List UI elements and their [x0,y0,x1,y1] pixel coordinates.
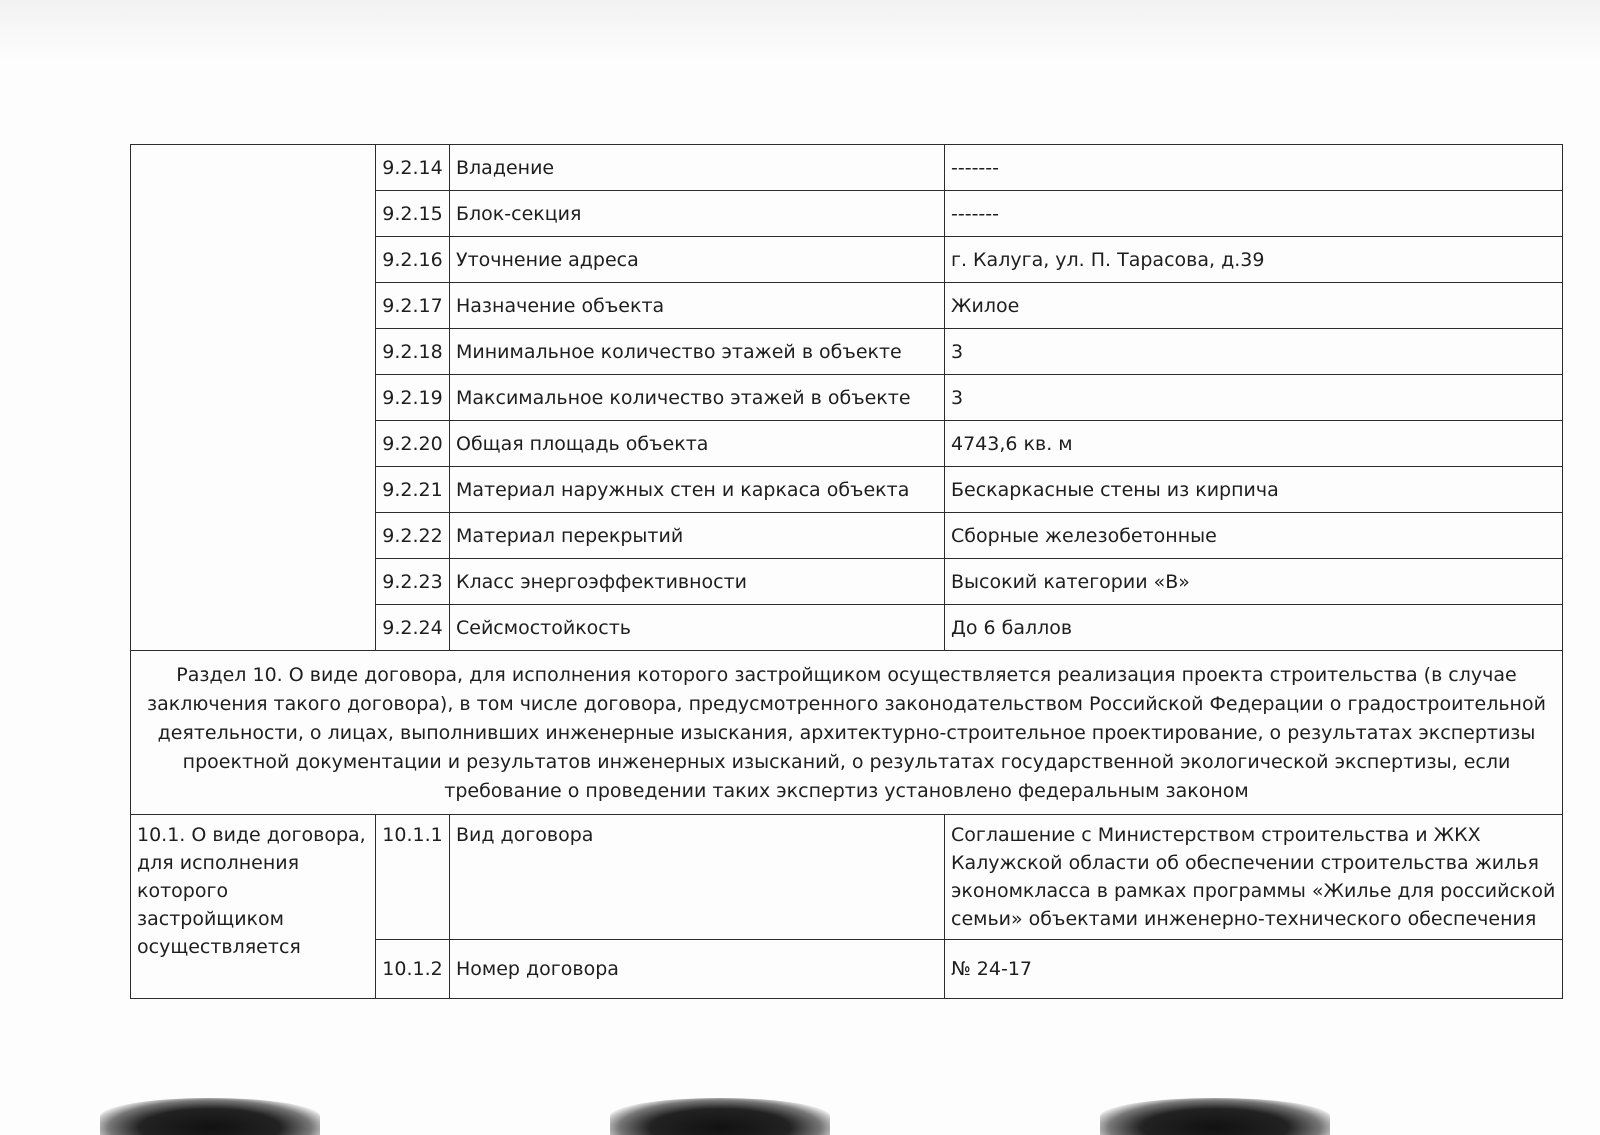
scan-shadow [0,0,1600,60]
row-label: Вид договора [450,815,945,940]
row-number: 9.2.16 [376,237,450,283]
row-label: Уточнение адреса [450,237,945,283]
row-value: ------- [945,145,1563,191]
empty-group-cell [131,145,376,651]
row-label: Материал наружных стен и каркаса объекта [450,467,945,513]
table-row [131,815,1563,940]
row-label: Общая площадь объекта [450,421,945,467]
scan-smudge [1100,1098,1330,1135]
row-value: Бескаркасные стены из кирпича [945,467,1563,513]
row-number: 9.2.21 [376,467,450,513]
row-value: Высокий категории «В» [945,559,1563,605]
row-number: 9.2.14 [376,145,450,191]
row-number: 9.2.20 [376,421,450,467]
row-label: Минимальное количество этажей в объекте [450,329,945,375]
row-value: Соглашение с Министерством строительства и ЖКХ Калужской области об обеспечении строительства жилья экономкласса в рамках программы «Жилье для российской семьи» объектами инженерно-технического обеспечения [945,815,1563,940]
row-number: 9.2.24 [376,605,450,651]
row-value: г. Калуга, ул. П. Тарасова, д.39 [945,237,1563,283]
row-number: 9.2.18 [376,329,450,375]
row-value: Сборные железобетонные [945,513,1563,559]
row-label: Владение [450,145,945,191]
row-label: Класс энергоэффективности [450,559,945,605]
row-value: 4743,6 кв. м [945,421,1563,467]
row-value: 3 [945,375,1563,421]
row-label: Назначение объекта [450,283,945,329]
scan-smudge [610,1098,830,1135]
row-number: 9.2.19 [376,375,450,421]
section-10-heading: Раздел 10. О виде договора, для исполнения которого застройщиком осуществляется реализация проекта строительства (в случае заключения такого договора), в том числе договора, предусмотренного законодательством Российской Федерации о градостроительной деятельности, о лицах, выполнивших инженерные изыскания, архитектурно-строительное проектирование, о результатах экспертизы проектной документации и результатов инженерных изысканий, о результатах государственной экологической экспертизы, если требование о проведении таких экспертиз установлено федеральным законом [131,651,1563,815]
row-number: 10.1.1 [376,815,450,940]
row-label: Максимальное количество этажей в объекте [450,375,945,421]
row-value: До 6 баллов [945,605,1563,651]
row-number: 9.2.15 [376,191,450,237]
row-number: 9.2.22 [376,513,450,559]
scan-smudge [100,1098,320,1135]
row-number: 10.1.2 [376,940,450,999]
document-table [130,144,1563,999]
row-label: Сейсмостойкость [450,605,945,651]
group-label: 10.1. О виде договора, для исполнения которого застройщиком осуществляется [131,815,376,999]
table-row [131,145,1563,191]
row-value: ------- [945,191,1563,237]
row-label: Номер договора [450,940,945,999]
row-value: 3 [945,329,1563,375]
row-value: № 24-17 [945,940,1563,999]
section-heading-row [131,651,1563,815]
row-number: 9.2.17 [376,283,450,329]
row-label: Блок-секция [450,191,945,237]
row-value: Жилое [945,283,1563,329]
row-label: Материал перекрытий [450,513,945,559]
row-number: 9.2.23 [376,559,450,605]
